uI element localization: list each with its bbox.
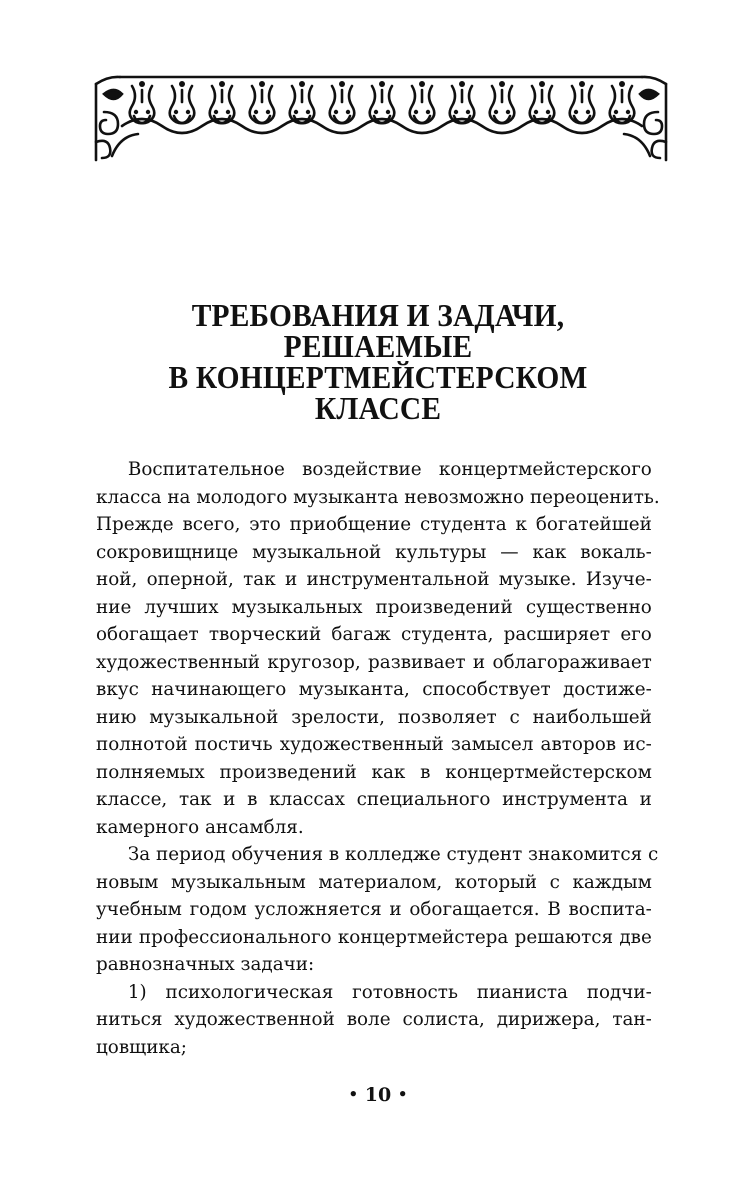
- text-line: ние лучших музыкальных произведений существенно: [96, 595, 652, 618]
- text-line: учебным годом усложняется и обогащается. В воспита-: [96, 898, 652, 920]
- text-line: полняемых произведений как в концертмейстерском: [96, 760, 652, 783]
- chapter-heading: [119, 297, 638, 426]
- heading-line-1: ТРЕБОВАНИЯ И ЗАДАЧИ,: [191, 297, 565, 333]
- heading-line-4: КЛАССЕ: [314, 390, 442, 426]
- text-line: художественный кругозор, развивает и облагораживает: [96, 650, 652, 673]
- text-line: классе, так и в классах специального инструмента и: [96, 788, 652, 810]
- text-line: равнозначных задачи:: [96, 953, 315, 975]
- text-line: Воспитательное воздействие концертмейстерского: [127, 458, 652, 480]
- body-text: [96, 456, 672, 1061]
- text-line: ной, оперной, так и инструментальной музыке. Изуче-: [96, 568, 652, 590]
- text-line: камерного ансамбля.: [96, 815, 304, 838]
- text-line: сокровищнице музыкальной культуры — как вокаль-: [96, 540, 652, 563]
- decorative-ornament-icon: [92, 72, 670, 164]
- text-line: нию музыкальной зрелости, позволяет с наибольшей: [96, 705, 652, 728]
- text-line: нии профессионального концертмейстера решаются две: [96, 925, 652, 948]
- text-line: полнотой постичь художественный замысел авторов ис-: [96, 733, 652, 755]
- text-line: класса на молодого музыканта невозможно переоценить.: [96, 485, 660, 508]
- text-line: 1) психологическая готовность пианиста подчи-: [127, 980, 652, 1003]
- text-line: новым музыкальным материалом, который с каждым: [96, 870, 652, 893]
- page-number: [0, 1084, 756, 1106]
- text-line: вкус начинающего музыканта, способствует достиже-: [96, 678, 652, 700]
- text-line: За период обучения в колледже студент знакомится с: [127, 843, 659, 865]
- dot-icon: •: [397, 1085, 408, 1103]
- text-line: Прежде всего, это приобщение студента к богатейшей: [96, 513, 652, 535]
- dot-icon: •: [348, 1085, 359, 1103]
- page-number-value: 10: [364, 1084, 392, 1106]
- heading-line-2: РЕШАЕМЫЕ: [283, 328, 473, 364]
- heading-line-3: В КОНЦЕРТМЕЙСТЕРСКОМ: [168, 359, 588, 395]
- text-line: обогащает творческий багаж студента, расширяет его: [96, 623, 652, 645]
- text-line: ниться художественной воле солиста, дирижера, тан-: [96, 1008, 652, 1030]
- text-line: цовщика;: [96, 1035, 187, 1058]
